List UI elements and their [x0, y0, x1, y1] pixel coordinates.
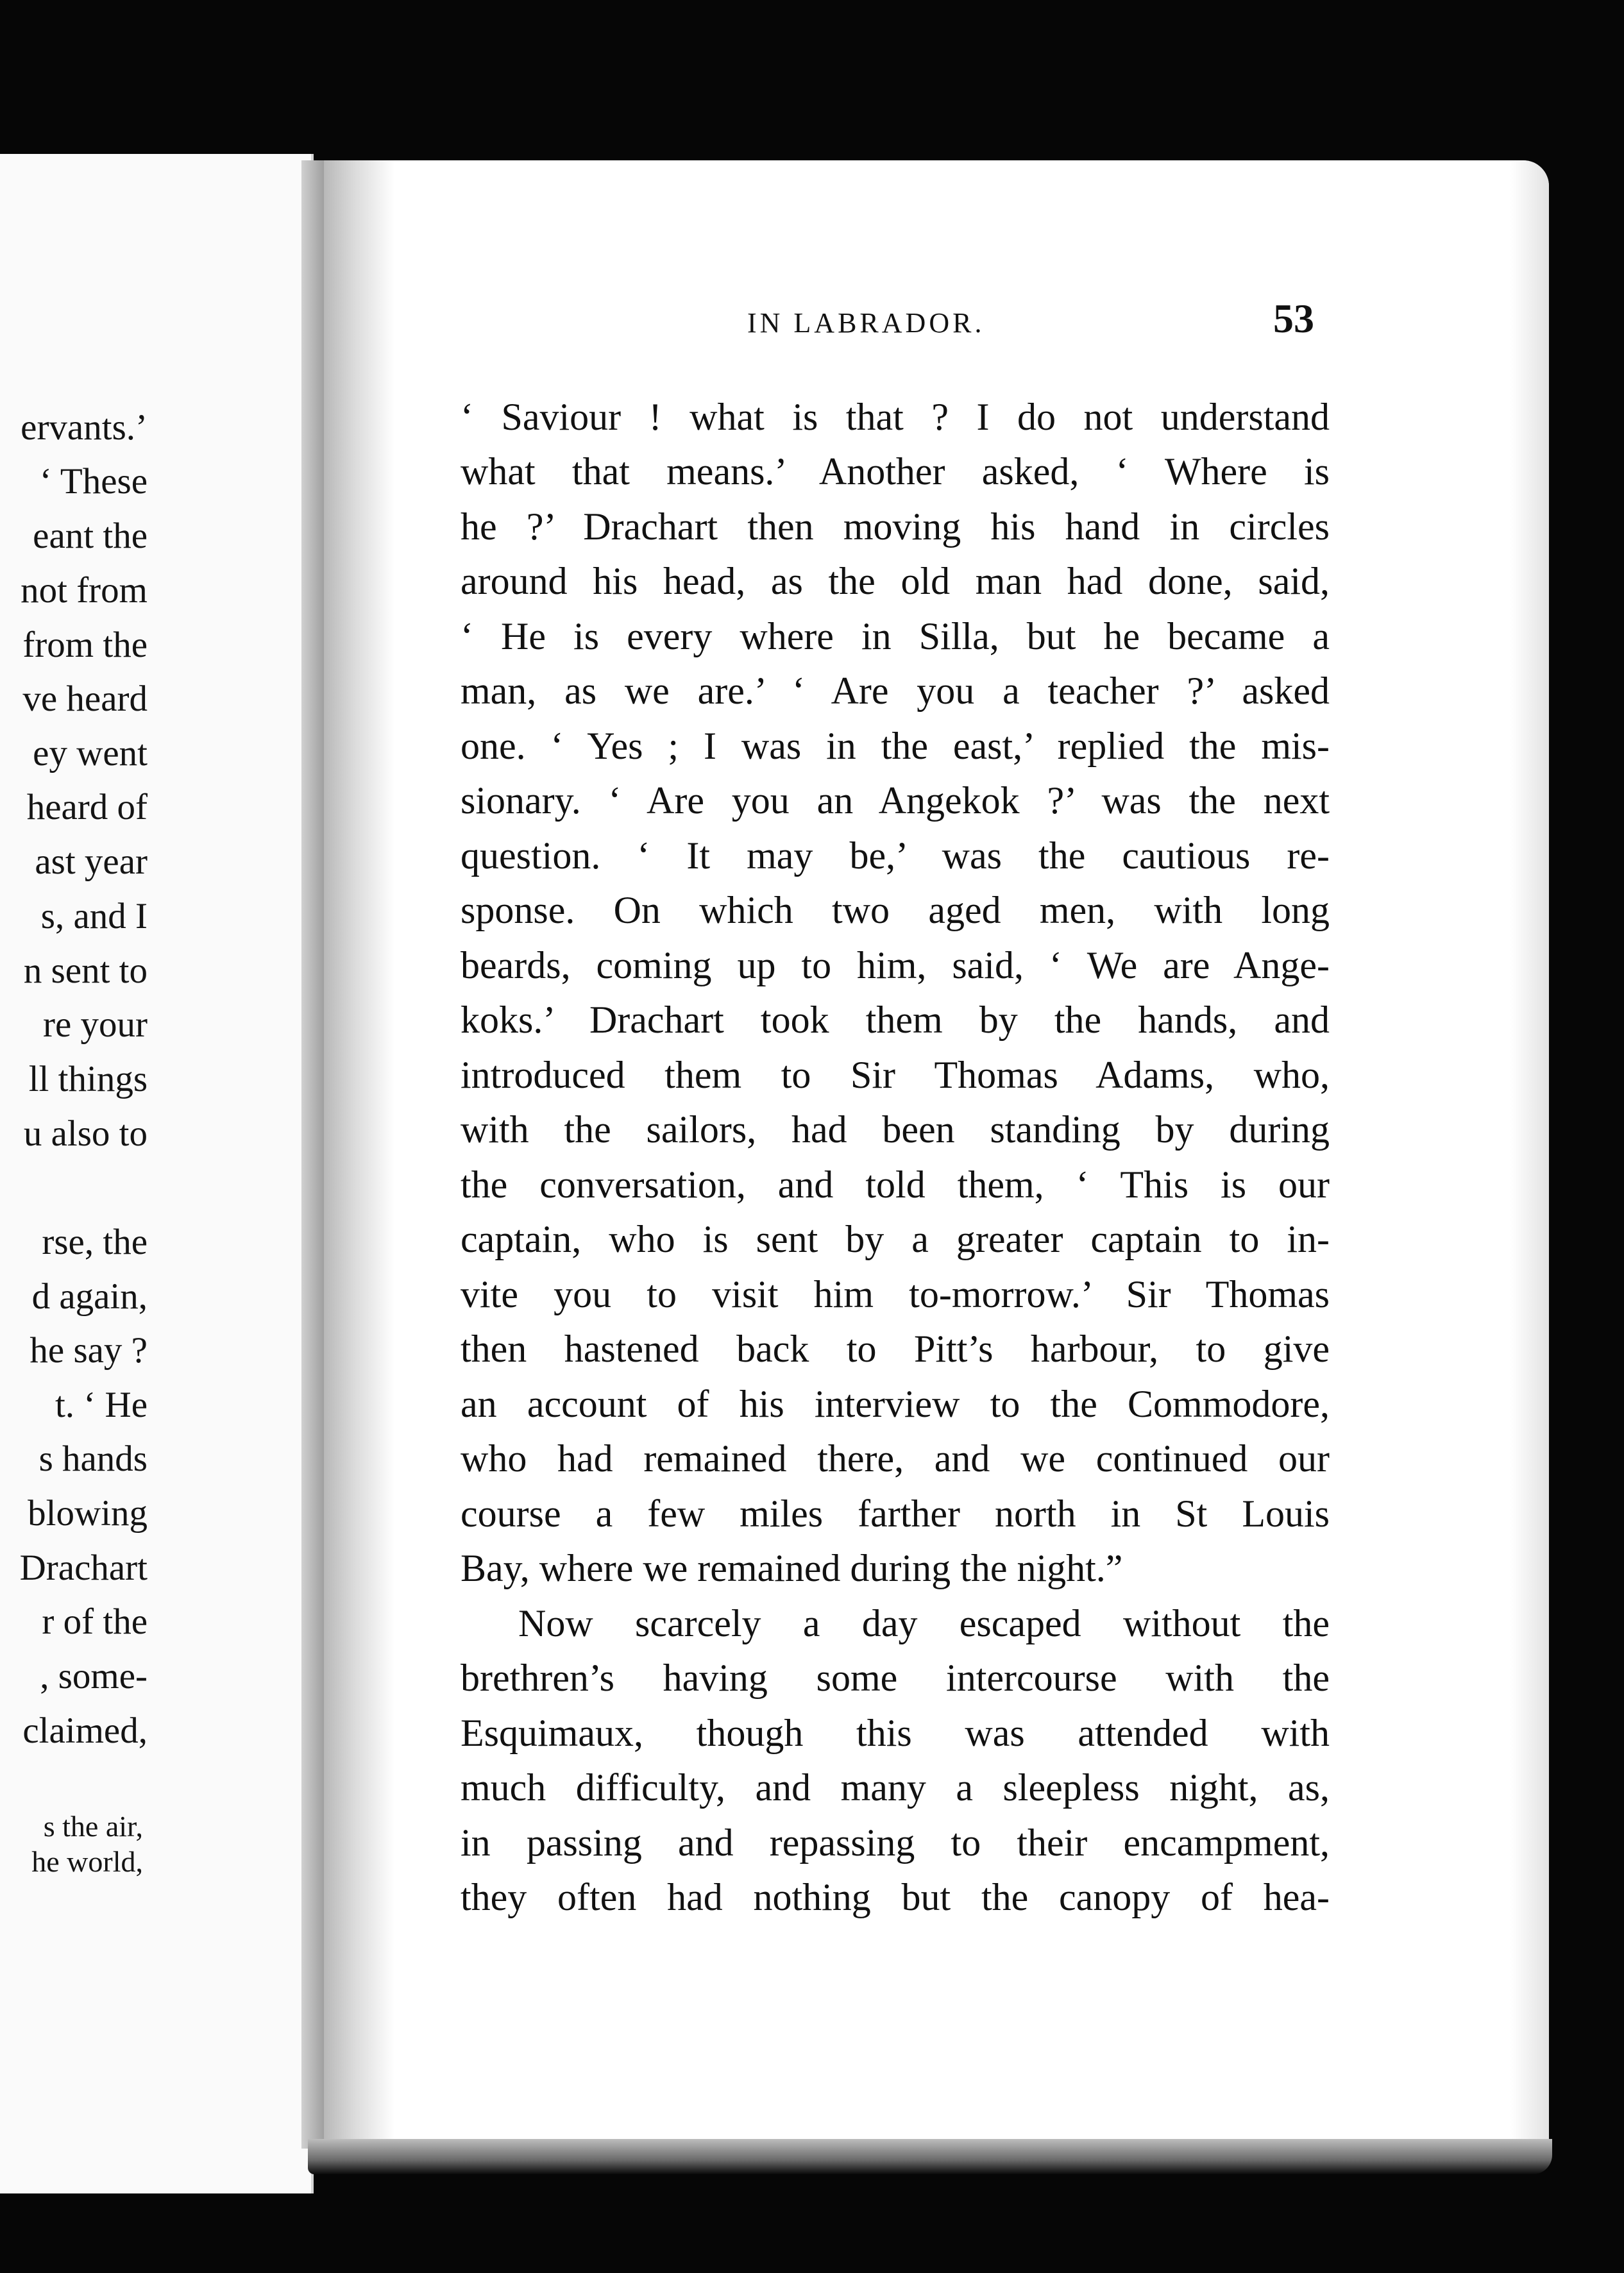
gutter-shadow: [324, 160, 394, 2155]
left-page-line: ey went: [33, 733, 148, 773]
text-line: introduced them to Sir Thomas Adams, who,: [461, 1054, 1330, 1096]
left-page-footnote-line: he world,: [31, 1845, 143, 1878]
text-line: ‘ Saviour ! what is that ? I do not understand: [461, 396, 1330, 438]
text-line: koks.’ Drachart took them by the hands, and: [461, 999, 1330, 1041]
left-page-line: not from: [21, 570, 148, 611]
text-line: vite you to visit him to-morrow.’ Sir Thomas: [461, 1273, 1330, 1315]
left-page-line: rse, the: [42, 1222, 148, 1262]
text-line: much difficulty, and many a sleepless night, as,: [461, 1766, 1330, 1809]
text-line: around his head, as the old man had done, said,: [461, 560, 1330, 602]
text-line: Esquimaux, though this was attended with: [461, 1712, 1330, 1754]
left-page: [0, 154, 314, 2193]
page-bottom-edge: [308, 2139, 1552, 2174]
text-line: one. ‘ Yes ; I was in the east,’ replied the mis-: [461, 725, 1330, 767]
left-page-line: ve heard: [22, 679, 148, 719]
text-line: sionary. ‘ Are you an Angekok ?’ was the next: [461, 779, 1330, 822]
left-page-line: ervants.’: [21, 407, 148, 448]
left-page-line: heard of: [26, 787, 148, 827]
text-line: brethren’s having some intercourse with the: [461, 1657, 1330, 1699]
left-page-line: t. ‘ He: [55, 1385, 148, 1425]
text-line: Now scarcely a day escaped without the: [518, 1602, 1330, 1644]
text-line: question. ‘ It may be,’ was the cautious re-: [461, 834, 1330, 877]
text-line: the conversation, and told them, ‘ This is our: [461, 1163, 1330, 1206]
left-page-line: ‘ These: [39, 461, 148, 502]
text-line: man, as we are.’ ‘ Are you a teacher ?’ asked: [461, 670, 1330, 712]
text-line: Bay, where we remained during the night.”: [461, 1547, 1123, 1589]
running-head: IN LABRADOR.: [747, 307, 985, 339]
left-page-line: ll things: [28, 1059, 148, 1099]
left-page-line: ast year: [35, 841, 148, 882]
page-number: 53: [1273, 296, 1314, 341]
text-line: course a few miles farther north in St Louis: [461, 1492, 1330, 1535]
left-page-line: he say ?: [30, 1330, 148, 1371]
text-line: who had remained there, and we continued our: [461, 1437, 1330, 1480]
text-line: an account of his interview to the Commodore,: [461, 1383, 1330, 1425]
text-line: what that means.’ Another asked, ‘ Where is: [461, 450, 1330, 493]
left-page-footnote-line: s the air,: [43, 1810, 143, 1843]
left-page-line: claimed,: [22, 1711, 148, 1751]
text-line: then hastened back to Pitt’s harbour, to give: [461, 1328, 1330, 1370]
left-page-line: eant the: [33, 516, 148, 556]
left-page-line: s hands: [38, 1439, 148, 1479]
text-line: with the sailors, had been standing by during: [461, 1108, 1330, 1151]
left-page-line: Drachart: [19, 1548, 148, 1588]
text-line: they often had nothing but the canopy of hea-: [461, 1876, 1330, 1918]
left-page-line: s, and I: [40, 896, 148, 936]
text-line: he ?’ Drachart then moving his hand in circles: [461, 505, 1330, 548]
left-page-line: blowing: [28, 1493, 148, 1534]
text-line: captain, who is sent by a greater captain to in-: [461, 1218, 1330, 1260]
text-line: beards, coming up to him, said, ‘ We are Ange-: [461, 944, 1330, 986]
left-page-line: from the: [22, 625, 148, 665]
left-page-line: n sent to: [23, 951, 148, 991]
text-line: in passing and repassing to their encampment,: [461, 1821, 1330, 1864]
left-page-line: , some-: [40, 1656, 148, 1696]
page-edge-shadow: [1510, 160, 1549, 2155]
left-page-line: r of the: [42, 1601, 148, 1642]
text-line: sponse. On which two aged men, with long: [461, 889, 1330, 931]
text-line: ‘ He is every where in Silla, but he became a: [461, 615, 1330, 657]
left-page-line: u also to: [23, 1113, 148, 1154]
left-page-line: d again,: [31, 1276, 148, 1317]
left-page-line: re your: [42, 1004, 148, 1045]
